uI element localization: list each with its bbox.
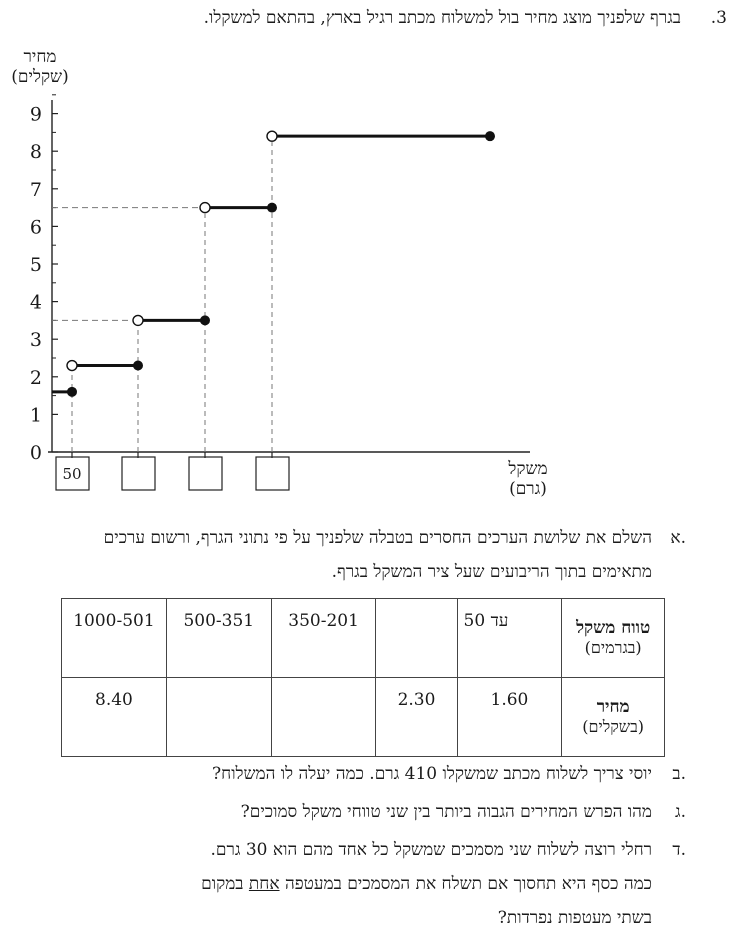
part-c-letter: ג. xyxy=(674,802,686,822)
y-tick-label: 2 xyxy=(29,366,42,389)
y-tick-label: 4 xyxy=(29,291,42,314)
part-b-letter: ב. xyxy=(672,764,686,784)
y-tick-label: 7 xyxy=(29,178,42,201)
price-cell-2-text: 2.30 xyxy=(397,690,436,710)
y-tick-label: 3 xyxy=(29,329,42,352)
part-a-letter: א. xyxy=(670,528,686,548)
weight-cell-4 xyxy=(166,599,271,678)
weight-answer-box xyxy=(189,457,222,490)
table-row-price xyxy=(62,678,665,757)
weight-range-header xyxy=(562,599,665,678)
part-c-text: מהו הפרש המחירים הגבוה ביותר בין שני טווחי משקל סמוכים? xyxy=(240,802,652,822)
y-tick-label: 5 xyxy=(29,254,42,276)
part-d-line1: רחלי רוצה לשלוח שני מסמכים שמשקל כל אחד מהם הוא 30 גרם. xyxy=(210,840,652,860)
part-a-line1: השלם את שלושת הערכים החסרים בטבלה שלפניך על פי נתוני הגרף, ורשום ערכים xyxy=(103,528,652,548)
weight-answer-box xyxy=(256,457,289,490)
weight-cell-1 xyxy=(457,599,562,678)
part-b-text: יוסי צריך לשלוח מכתב שמשקלו 410 גרם. כמה יעלה לו המשלוח? xyxy=(212,764,652,784)
closed-endpoint xyxy=(67,387,77,397)
price-cell-5 xyxy=(62,678,167,757)
part-d-line2-after: במקום xyxy=(201,874,249,894)
weight-cell-2 xyxy=(376,599,457,678)
open-endpoint xyxy=(67,361,77,371)
open-endpoint xyxy=(200,203,210,213)
price-cell-1-text: 1.60 xyxy=(490,690,529,710)
data-table xyxy=(61,598,665,757)
table-row-weight xyxy=(62,599,665,678)
question-number: .3 xyxy=(710,8,727,28)
weight-cell-3-text: 350-201 xyxy=(288,611,359,631)
price-cell-3 xyxy=(271,678,376,757)
weight-range-label: טווח משקל xyxy=(576,618,651,638)
part-d-line2 xyxy=(201,874,652,894)
closed-endpoint xyxy=(485,131,495,141)
price-label: מחיר xyxy=(596,697,630,717)
weight-cell-1-text: עד 50 xyxy=(463,611,509,631)
price-cell-1 xyxy=(457,678,562,757)
part-d-line2-before: כמה כסף היא תחסוך אם תשלח את המסמכים במעטפה xyxy=(279,874,652,894)
open-endpoint xyxy=(133,315,143,325)
y-tick-label: 8 xyxy=(29,141,42,164)
weight-range-unit: (בגרמים) xyxy=(584,638,642,657)
step-graph xyxy=(0,40,739,500)
part-d-letter: ד. xyxy=(672,840,686,860)
weight-cell-3 xyxy=(271,599,376,678)
price-header xyxy=(562,678,665,757)
open-endpoint xyxy=(267,131,277,141)
part-a-line2: מתאימים בתוך הריבועים שעל ציר המשקל בגרף. xyxy=(331,562,652,582)
question-intro: בגרף שלפניך מוצג מחיר בול למשלוח מכתב רגיל בארץ, בהתאם למשקלו. xyxy=(203,8,681,28)
y-tick-label: 0 xyxy=(29,442,42,464)
price-cell-5-text: 8.40 xyxy=(95,690,133,710)
weight-cell-5-text: 1000-501 xyxy=(73,611,155,631)
x-axis-title: משקל xyxy=(508,459,548,479)
y-axis-title: מחיר xyxy=(23,47,57,67)
weight-cell-5 xyxy=(62,599,167,678)
closed-endpoint xyxy=(200,315,210,325)
part-d-line2-underlined: אחת xyxy=(248,874,280,894)
weight-box-label: 50 xyxy=(62,465,82,483)
y-tick-label: 6 xyxy=(29,216,42,239)
closed-endpoint xyxy=(267,203,277,213)
price-cell-4 xyxy=(166,678,271,757)
weight-cell-4-text: 500-351 xyxy=(183,611,255,631)
y-axis-unit: (שקלים) xyxy=(11,67,69,87)
y-tick-label: 1 xyxy=(29,404,42,427)
closed-endpoint xyxy=(133,361,143,371)
y-tick-label: 9 xyxy=(29,103,42,126)
weight-answer-box xyxy=(122,457,155,490)
price-unit: (בשקלים) xyxy=(582,717,645,736)
x-axis-unit: (גרם) xyxy=(509,479,547,499)
part-d-line3: בשתי מעטפות נפרדות? xyxy=(497,908,652,928)
price-cell-2 xyxy=(376,678,457,757)
